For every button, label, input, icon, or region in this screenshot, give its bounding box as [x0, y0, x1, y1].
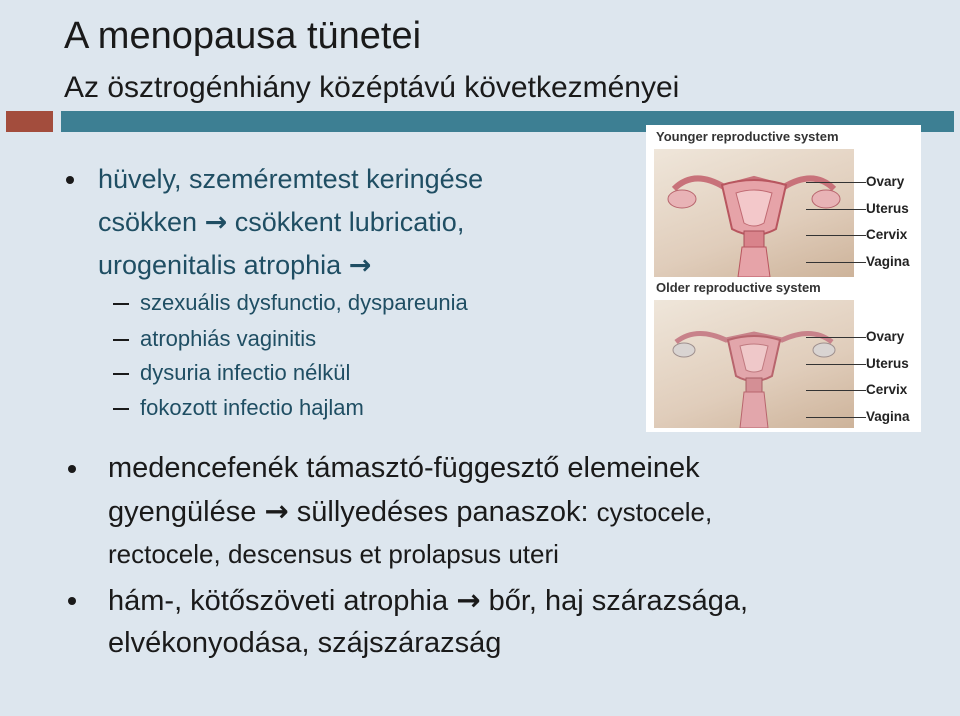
bullet2-line2	[108, 493, 712, 530]
label-cervix: Cervix	[866, 227, 908, 242]
figure-caption-older: Older reproductive system	[656, 280, 821, 295]
leader-line	[806, 235, 866, 236]
sub-item: dysuria infectio nélkül	[140, 360, 351, 385]
leader-line	[806, 417, 866, 418]
dash-marker	[113, 339, 129, 341]
bullet3-line2: elvékonyodása, szájszárazság	[108, 627, 502, 659]
sub-item: atrophiás vaginitis	[140, 326, 317, 351]
label-vagina: Vagina	[866, 409, 910, 424]
label-ovary: Ovary	[866, 329, 905, 344]
bullet1-line2-a: csökken	[98, 207, 198, 237]
sub-item: fokozott infectio hajlam	[140, 395, 364, 420]
bullet1-line3-text: urogenitalis atrophia	[98, 250, 342, 280]
label-ovary: Ovary	[866, 174, 905, 189]
uterus-illustration-young	[654, 149, 854, 277]
bullet2-line1: medencefenék támasztó-függesztő elemeinek	[108, 452, 700, 484]
bullet1-line1: hüvely, szeméremtest keringése	[98, 164, 484, 194]
bullet3-line1-a: hám-, kötőszöveti atrophia	[108, 585, 449, 617]
bullet2-line2-a: gyengülése	[108, 496, 257, 528]
dash-marker	[113, 373, 129, 375]
label-uterus: Uterus	[866, 356, 909, 371]
label-cervix: Cervix	[866, 382, 908, 397]
bullet2-line3: rectocele, descensus et prolapsus uteri	[108, 539, 559, 569]
figure-caption-younger: Younger reproductive system	[656, 129, 839, 144]
sub-item: szexuális dysfunctio, dyspareunia	[140, 290, 468, 315]
dash-marker	[113, 408, 129, 410]
arrow-right-icon: →	[264, 494, 289, 528]
younger-anatomy-illustration	[654, 149, 854, 277]
leader-line	[806, 364, 866, 365]
bullet-marker	[68, 597, 76, 605]
dash-marker	[113, 303, 129, 305]
slide-title: A menopausa tünetei	[64, 15, 422, 57]
slide-subtitle: Az ösztrogénhiány középtávú következményei	[64, 71, 680, 104]
bullet3-line1-b: bőr, haj szárazsága,	[488, 585, 749, 617]
bullet1-line3	[98, 249, 371, 282]
bullet2-line2-c: cystocele,	[596, 497, 713, 527]
label-uterus: Uterus	[866, 201, 909, 216]
leader-line	[806, 262, 866, 263]
reproductive-system-figure	[646, 125, 921, 432]
bullet1-line2-b: csökkent lubricatio,	[234, 207, 465, 237]
arrow-right-icon: →	[456, 583, 481, 617]
bullet-marker	[66, 176, 74, 184]
bullet-marker	[68, 465, 76, 473]
bullet2-line2-b: süllyedéses panaszok:	[296, 496, 589, 528]
bullet1-line2	[98, 206, 464, 239]
leader-line	[806, 209, 866, 210]
label-vagina: Vagina	[866, 254, 910, 269]
leader-line	[806, 182, 866, 183]
leader-line	[806, 390, 866, 391]
arrow-right-icon: →	[204, 207, 228, 238]
arrow-right-icon: →	[348, 250, 372, 281]
leader-line	[806, 337, 866, 338]
bullet3-line1	[108, 582, 748, 619]
